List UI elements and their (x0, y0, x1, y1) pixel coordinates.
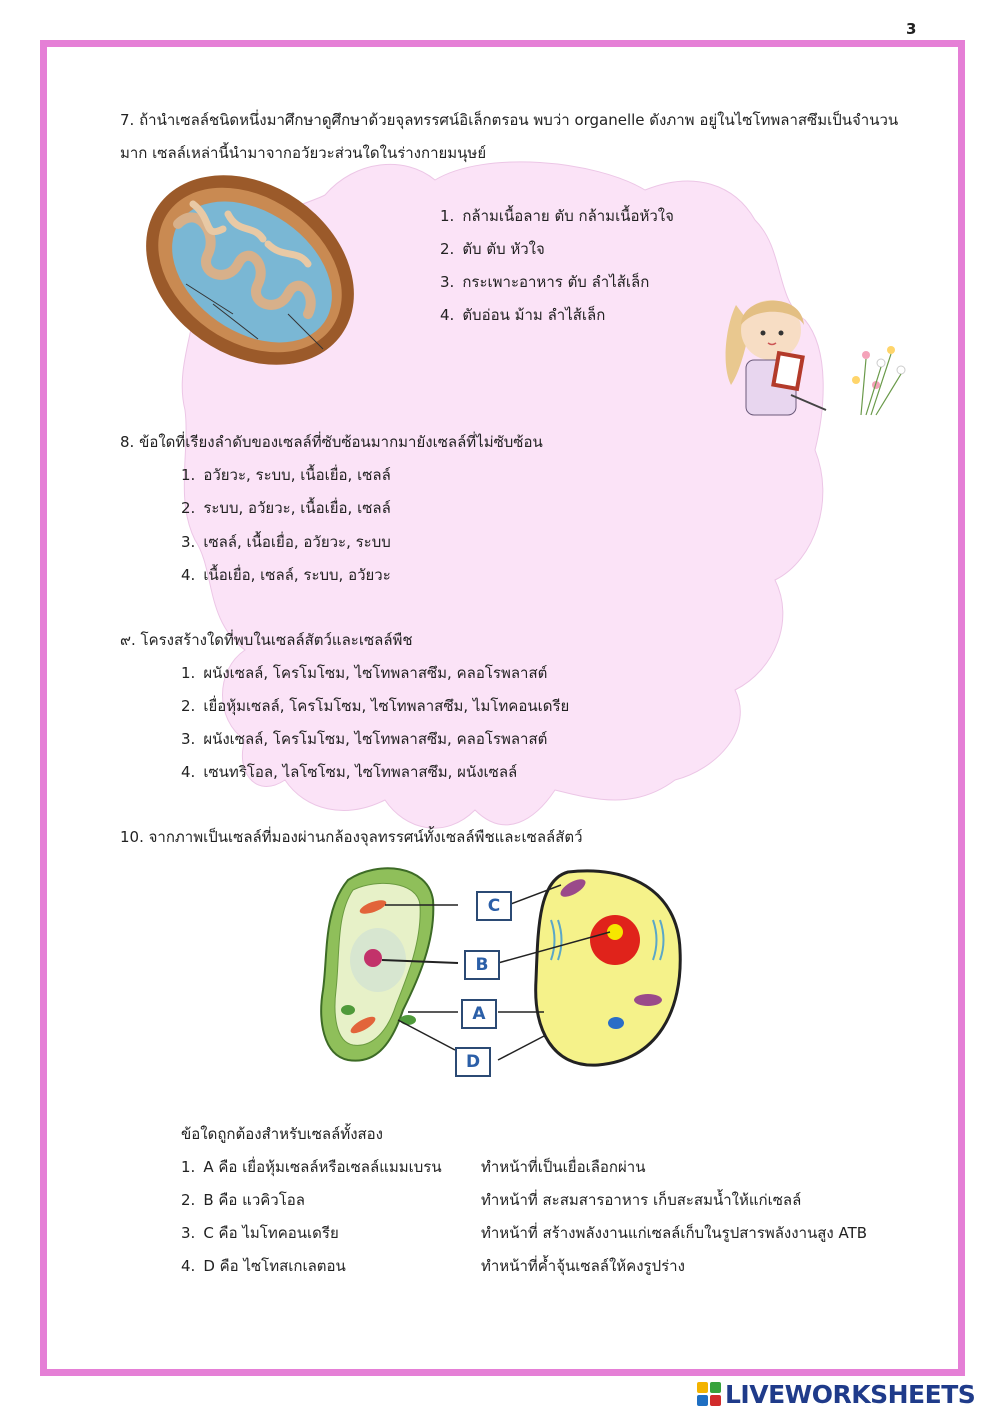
q8-option-3[interactable] (181, 530, 391, 554)
option-text: C คือ ไมโทคอนเดรีย (203, 1224, 339, 1242)
option-number: 4. (181, 1257, 196, 1275)
option-number: 4. (181, 566, 196, 584)
option-number: 2. (440, 240, 455, 258)
q7-option-4[interactable] (440, 303, 605, 327)
option-text: เนื้อเยื่อ, เซลล์, ระบบ, อวัยวะ (203, 566, 391, 584)
q7-question: 7. ถ้านำเซลล์ชนิดหนึ่งมาศึกษาดูศึกษาด้วยจุลทรรศน์อิเล็กตรอน พบว่า organelle ดังภาพ อยู่ในไซโทพลาสซึมเป็นจำนวนมาก เซลล์เหล่านี้นำมาจากอวัยวะส่วนใดในร่างกายมนุษย์ (120, 111, 899, 162)
q10-option-1-desc: ทำหน้าที่เป็นเยื่อเลือกผ่าน (481, 1158, 646, 1176)
mitochondria-image (138, 164, 363, 376)
q10-option-4-desc: ทำหน้าที่ค้ำจุ้นเซลล์ให้คงรูปร่าง (481, 1257, 685, 1275)
option-number: 2. (181, 499, 196, 517)
option-text: ผนังเซลล์, โครโมโซม, ไซโทพลาสซึม, คลอโรพลาสต์ (203, 730, 548, 748)
q10-option-3-desc: ทำหน้าที่ สร้างพลังงานแก่เซลล์เก็บในรูปสารพลังงานสูง ATB (481, 1224, 868, 1242)
option-text: B คือ แวคิวโอล (203, 1191, 305, 1209)
option-text: A คือ เยื่อหุ้มเซลล์หรือเซลล์แมมเบรน (203, 1158, 442, 1176)
q10-option-1[interactable] (181, 1155, 442, 1179)
q9-option-2[interactable] (181, 694, 569, 718)
option-number: 1. (440, 207, 455, 225)
option-number: 1. (181, 466, 196, 484)
q8-question: 8. ข้อใดที่เรียงลำดับของเซลล์ที่ซับซ้อนมากมายังเซลล์ที่ไม่ซับซ้อน (120, 433, 543, 451)
option-number: 4. (181, 763, 196, 781)
option-text: ระบบ, อวัยวะ, เนื้อเยื่อ, เซลล์ (203, 499, 391, 517)
label-a: A (461, 999, 497, 1029)
option-number: 2. (181, 697, 196, 715)
option-number: 3. (181, 533, 196, 551)
label-c: C (476, 891, 512, 921)
option-text: D คือ ไซโทสเกเลตอน (203, 1257, 346, 1275)
option-text: ตับ ตับ หัวใจ (462, 240, 545, 258)
q8-option-4[interactable] (181, 563, 391, 587)
option-number: 1. (181, 1158, 196, 1176)
option-number: 3. (181, 730, 196, 748)
liveworksheets-logo-text: LIVEWORKSHEETS (725, 1379, 976, 1409)
option-text: เซลล์, เนื้อเยื่อ, อวัยวะ, ระบบ (203, 533, 391, 551)
q8-option-2[interactable] (181, 496, 391, 520)
q7-option-2[interactable] (440, 237, 545, 261)
page-number: 3 (906, 20, 917, 38)
label-b: B (464, 950, 500, 980)
q10-subquestion: ข้อใดถูกต้องสำหรับเซลล์ทั้งสอง (181, 1125, 384, 1143)
q7-option-1[interactable] (440, 204, 674, 228)
q10-question: 10. จากภาพเป็นเซลล์ที่มองผ่านกล้องจุลทรรศน์ทั้งเซลล์พืชและเซลล์สัตว์ (120, 828, 583, 846)
option-number: 2. (181, 1191, 196, 1209)
q8-option-1[interactable] (181, 463, 391, 487)
option-text: อวัยวะ, ระบบ, เนื้อเยื่อ, เซลล์ (203, 466, 391, 484)
option-number: 4. (440, 306, 455, 324)
q7-option-3[interactable] (440, 270, 649, 294)
q9-question: ๙. โครงสร้างใดที่พบในเซลล์สัตว์และเซลล์พืช (120, 631, 413, 649)
option-text: กล้ามเนื้อลาย ตับ กล้ามเนื้อหัวใจ (462, 207, 674, 225)
liveworksheets-logo-icon (697, 1382, 721, 1406)
option-text: เซนทริโอล, ไลโซโซม, ไซโทพลาสซึม, ผนังเซลล์ (203, 763, 518, 781)
option-number: 1. (181, 664, 196, 682)
option-number: 3. (440, 273, 455, 291)
q10-option-4[interactable] (181, 1254, 346, 1278)
option-text: ตับอ่อน ม้าม ลำไส้เล็ก (462, 306, 606, 324)
q10-option-2[interactable] (181, 1188, 305, 1212)
q10-option-3[interactable] (181, 1221, 339, 1245)
q9-option-4[interactable] (181, 760, 517, 784)
liveworksheets-logo[interactable] (697, 1379, 975, 1409)
q10-option-2-desc: ทำหน้าที่ สะสมสารอาหาร เก็บสะสมน้ำให้แก่เซลล์ (481, 1191, 802, 1209)
option-text: กระเพาะอาหาร ตับ ลำไส้เล็ก (462, 273, 650, 291)
q9-option-3[interactable] (181, 727, 547, 751)
option-text: เยื่อหุ้มเซลล์, โครโมโซม, ไซโทพลาสซึม, ไมโทคอนเดรีย (203, 697, 570, 715)
option-text: ผนังเซลล์, โครโมโซม, ไซโทพลาสซึม, คลอโรพลาสต์ (203, 664, 548, 682)
option-number: 3. (181, 1224, 196, 1242)
q9-option-1[interactable] (181, 661, 547, 685)
label-d: D (455, 1047, 491, 1077)
girl-clipboard-illustration (716, 285, 916, 425)
